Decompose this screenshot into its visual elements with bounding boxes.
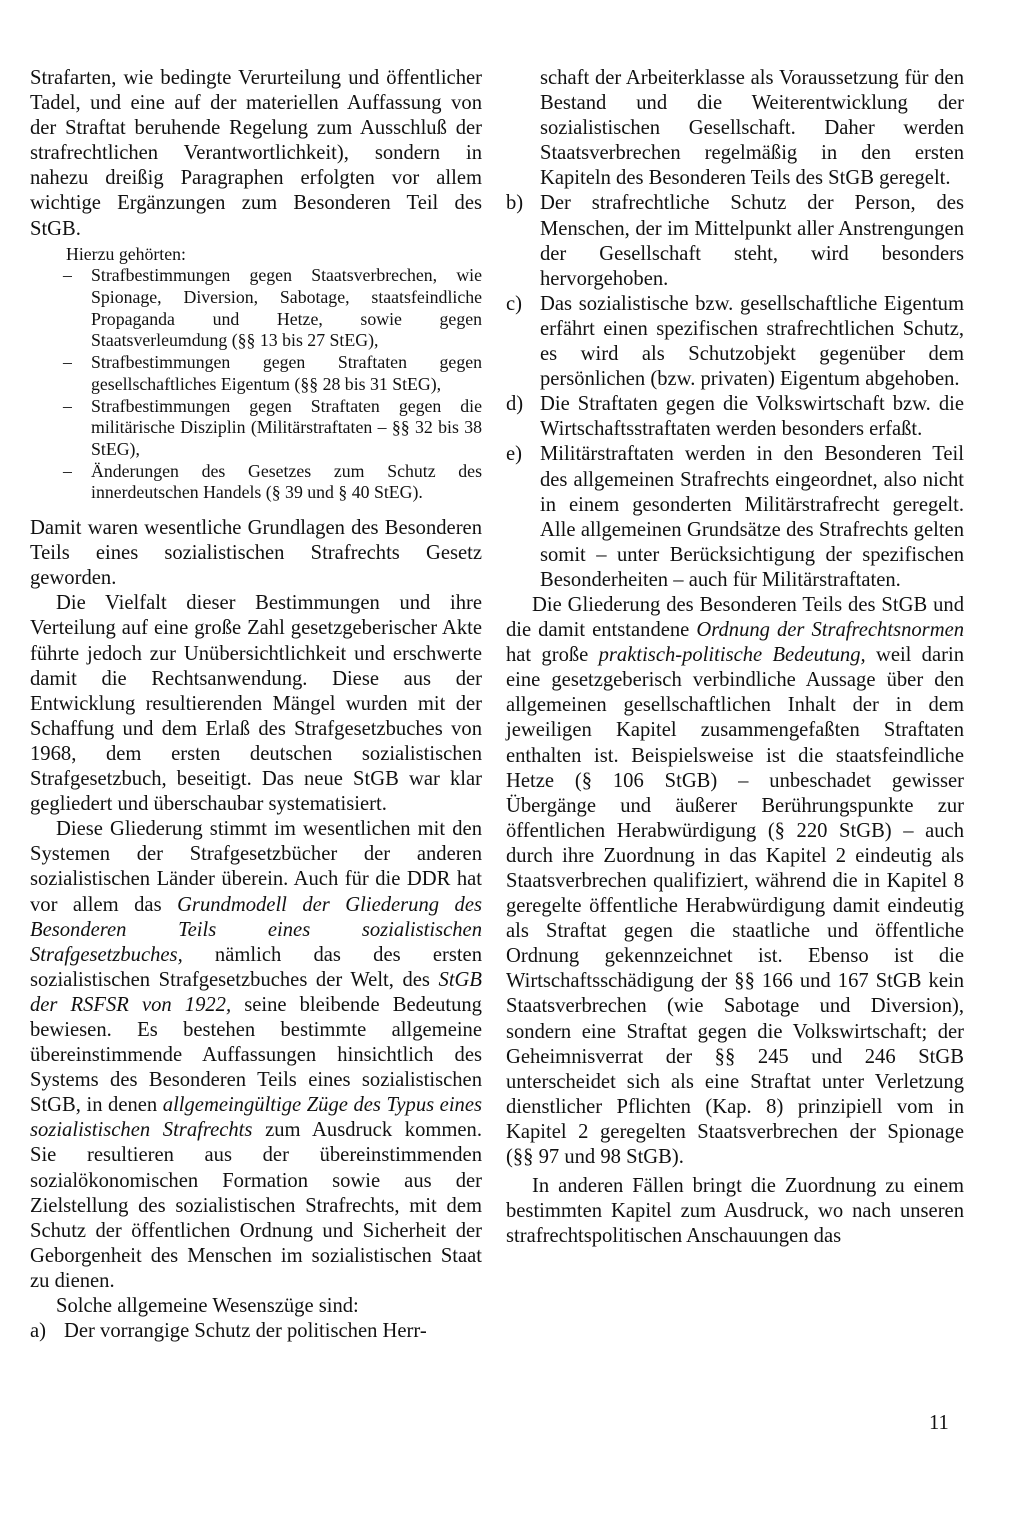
enum-text: schaft der Arbeiterklasse als Voraussetzung für den Bestand und die Weiterentwicklung der sozialistischen Gesellschaft. Daher werden Staatsverbrechen regelmäßig in den ersten Kapiteln des Besonderen Teils des StGB geregelt. [540, 67, 964, 190]
list-item: – Strafbestimmungen gegen Straftaten gegen die militärische Disziplin (Militärstraftaten – §§ 32 bis 38 StEG), [30, 396, 482, 461]
text-run: Diese Gliederung stimmt im wesentlichen mit den Systemen der Strafgesetzbücher der anderen sozialistischen Länder überein. Auch für die DDR hat vor allem das [30, 818, 482, 916]
list-item: – Strafbestimmungen gegen Staatsverbrechen, wie Spionage, Diversion, Sabotage, staatsfeindliche Propaganda und Hetze, sowie gegen Staatsverleumdung (§§ 13 bis 27 StEG), [30, 265, 482, 352]
dash-list [30, 265, 482, 504]
emphasis-text: praktisch-politische Bedeutung, [598, 644, 866, 667]
paragraph-gliederung [30, 817, 482, 1294]
right-column [506, 66, 964, 1249]
enum-label: e) [506, 443, 522, 466]
text-run: Die Gliederung des Besonderen Teils des StGB und die damit entstandene [506, 593, 964, 642]
enum-item-a-continued [506, 66, 964, 191]
enum-item-b [506, 191, 964, 291]
text-run: zum Ausdruck kommen. Sie resultieren aus der übereinstimmenden sozialökonomischen Formation sowie aus der Zielstellung des sozialistischen Strafrechts, mit dem Schutz der öffentlichen Ordnung und Sicherheit der Geborgenheit des Menschen im sozialistischen Staat zu dienen. [30, 1119, 482, 1292]
left-column [30, 66, 482, 1344]
enum-item-d [506, 392, 964, 442]
emphasis-text: allgemeingültige Züge des Typus eines sozialistischen Strafrechts [30, 1094, 482, 1142]
enum-item-a [30, 1319, 482, 1344]
list-lead: Hierzu gehörten: [66, 243, 186, 264]
page-number: 11 [929, 1412, 949, 1434]
paragraph-intro: Strafarten, wie bedingte Verurteilung und öffentlicher Tadel, und eine auf der materiellen Auffassung von der Straftat beruhende Regelung zum Ausschluß der strafrechtlichen Verantwortlichkeit), sondern in nahezu dreißig Paragraphen erfolgten vor allem wichtige Ergänzungen zum Besonderen Teil des StGB. [30, 67, 482, 240]
enum-text: Das sozialistische bzw. gesellschaftliche Eigentum erfährt einen spezifischen strafrechtlichen Schutz, es wird als Schutzobjekt gegenüber dem persönlichen (bzw. privaten) Eigentum abgehoben. [540, 292, 964, 391]
list-item: – Strafbestimmungen gegen Straftaten gegen gesellschaftliches Eigentum (§§ 28 bis 31 StEG), [30, 352, 482, 395]
paragraph-ordnung [506, 593, 964, 1170]
enum-label: c) [506, 292, 522, 315]
paragraph-vielfalt: Die Vielfalt dieser Bestimmungen und ihre Verteilung auf eine große Zahl gesetzgeberischer Akte führte jedoch zur Unübersichtlichkeit und erschwerte damit die Rechtsanwendung. Diese aus der Entwicklung resultierenden Mängel wurden mit der Schaffung und dem Erlaß des Strafgesetzbuches von 1968, dem ersten deutschen sozialistischen Strafgesetzbuch, beseitigt. Das neue StGB war klar gegliedert und überschaubar systematisiert. [30, 592, 482, 816]
enum-label: a) [30, 1320, 46, 1343]
enum-label: b) [506, 192, 524, 215]
text-run: nämlich das des ersten sozialistischen Strafgesetzbuches der Welt, des [30, 943, 482, 991]
enum-item-c [506, 292, 964, 392]
text-run: seine bleibende Bedeutung bewiesen. Es bestehen bestimmte allgemeine übereinstimmende Auffassungen hinsichtlich des Systems des Besonderen Teils eines sozialistischen StGB, in denen [30, 993, 482, 1117]
emphasis-text: StGB der RSFSR von 1922, [30, 968, 482, 1016]
enum-text: Die Straftaten gegen die Volkswirtschaft bzw. die Wirtschaftsstraftaten werden besonders erfaßt. [540, 393, 964, 441]
paragraph-zuordnung: In anderen Fällen bringt die Zuordnung zu einem bestimmten Kapitel zum Ausdruck, wo nach unseren strafrechtspolitischen Anschauungen das [506, 1175, 964, 1248]
emphasis-text: Ordnung der Strafrechtsnormen [696, 619, 965, 642]
enum-text: Militärstraftaten werden in den Besonderen Teil des allgemeinen Strafrechts eingeordnet, also nicht in einem gesonderten Militärstrafrecht geregelt. Alle allgemeinen Grundsätze des Strafrechts gelten somit – unter Berücksichtigung der spezifischen Besonderheiten – auch für Militärstraftaten. [540, 443, 964, 591]
enum-text: Der vorrangige Schutz der politischen Herr- [64, 1320, 427, 1343]
text-run: hat große [506, 644, 599, 667]
list-item: – Änderungen des Gesetzes zum Schutz des innerdeutschen Handels (§ 39 und § 40 StEG). [30, 461, 482, 504]
text-run: weil darin eine gesetzgeberisch verbindliche Aussage über den allgemeinen gesellschaftlichen Inhalt der in dem jeweiligen Kapitel zusammengefaßten Straftaten enthalten ist. Beispielsweise ist die staatsfeindliche Hetze (§ 106 StGB) – unbeschadet gewisser Übergänge und äußerer Berührungspunkte zur öffentlichen Herabwürdigung (§ 220 StGB) – auch durch ihre Zuordnung in das Kapitel 2 eindeutig als Staatsverbrechen qualifiziert, während die in Kapitel 8 geregelte öffentliche Herabwürdigung damit eindeutig als Straftat gegen die staatliche und öffentliche Ordnung gekennzeichnet ist. Ebenso ist die Wirtschaftsschädigung der §§ 166 und 167 StGB kein Staatsverbrechen (wie Sabotage und Diversion), sondern eine Straftat gegen die Volkswirtschaft; der Geheimnisverrat der §§ 245 und 246 StGB unterscheidet sich als eine Straftat unter Verletzung dienstlicher Pflichten (Kap. 8) prinzipiell vom in Kapitel 2 geregelten Staatsverbrechen der Spionage (§§ 97 und 98 StGB). [506, 644, 964, 1169]
paragraph-summary: Damit waren wesentliche Grundlagen des Besonderen Teils eines sozialistischen Strafrechts Gesetz geworden. [30, 517, 482, 590]
paragraph-wesenszuege: Solche allgemeine Wesenszüge sind: [56, 1295, 359, 1317]
enum-label: d) [506, 393, 524, 416]
enum-item-e [506, 442, 964, 593]
emphasis-text: Grundmodell der Gliederung des Besonderen Teils eines sozialistischen Strafgesetzbuches, [30, 893, 482, 966]
enum-text: Der strafrechtliche Schutz der Person, des Menschen, der im Mittelpunkt aller Anstrengungen der Gesellschaft steht, wird besonders hervorgehoben. [540, 192, 964, 290]
